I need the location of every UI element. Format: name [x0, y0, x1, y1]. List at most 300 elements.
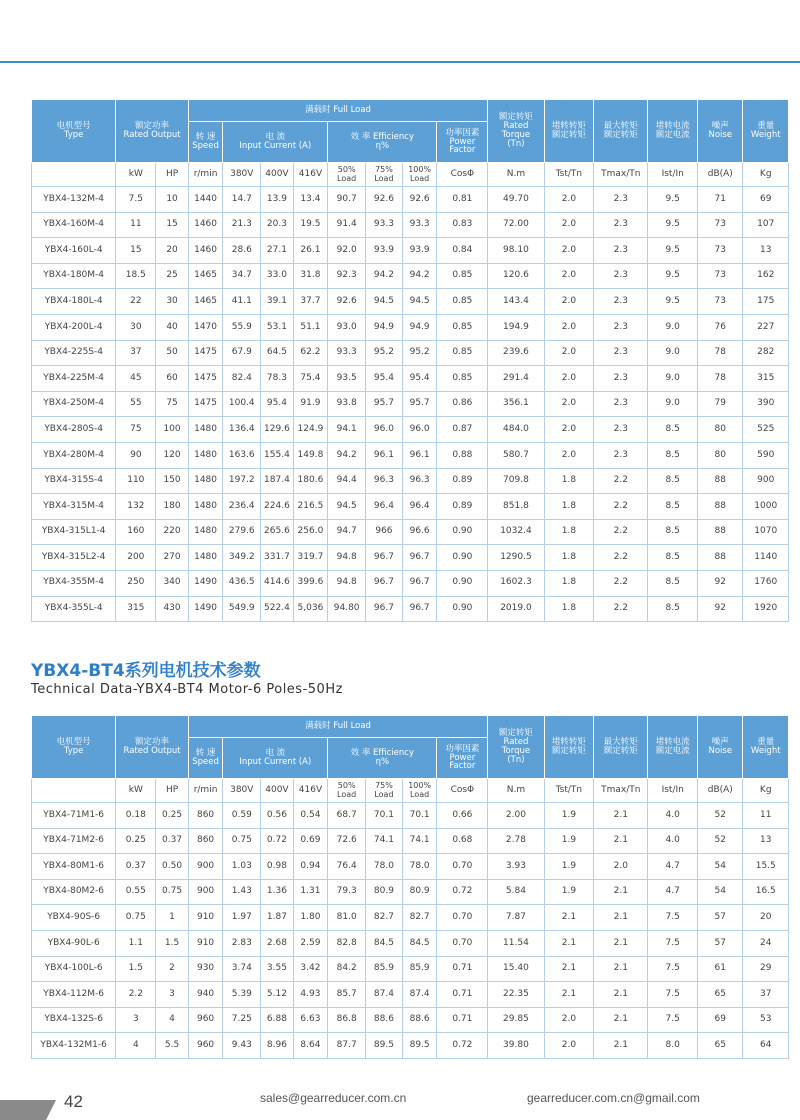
- unit-cell: 100% Load: [402, 163, 437, 187]
- unit-cell: 100% Load: [402, 779, 437, 803]
- table-cell: 2.2: [594, 570, 648, 596]
- table-cell: 89.5: [402, 1033, 437, 1059]
- table-cell: 78: [698, 340, 743, 366]
- table-cell: 155.4: [261, 442, 293, 468]
- table-cell: 54: [698, 879, 743, 905]
- table-cell: 73: [698, 263, 743, 289]
- table-cell: 580.7: [488, 442, 544, 468]
- table-cell: 522.4: [261, 596, 293, 622]
- table-cell: 2.0: [544, 314, 594, 340]
- table-cell: 93.9: [366, 238, 403, 264]
- table-cell: 8.0: [648, 1033, 698, 1059]
- table-cell: 0.68: [437, 828, 488, 854]
- table-cell: 180.6: [293, 468, 328, 494]
- table-cell: 65: [698, 982, 743, 1008]
- table-cell: 590: [743, 442, 789, 468]
- unit-cell: Tst/Tn: [544, 163, 594, 187]
- motor-type-cell: YBX4-225M-4: [32, 366, 116, 392]
- table-cell: 484.0: [488, 417, 544, 443]
- table1-body: [32, 187, 789, 622]
- table-cell: 2.1: [544, 930, 594, 956]
- table-cell: 74.1: [402, 828, 437, 854]
- table-cell: 8.5: [648, 570, 698, 596]
- motor-type-cell: YBX4-355M-4: [32, 570, 116, 596]
- table-cell: 2.0: [544, 238, 594, 264]
- table-cell: 1490: [188, 596, 223, 622]
- table-cell: 2.0: [544, 289, 594, 315]
- table-cell: 270: [156, 545, 188, 571]
- table-row: [32, 187, 789, 213]
- table-cell: 96.0: [402, 417, 437, 443]
- table-cell: 525: [743, 417, 789, 443]
- table-cell: 94.7: [328, 519, 366, 545]
- table-cell: 8.64: [293, 1033, 328, 1059]
- table-cell: 2.0: [544, 187, 594, 213]
- table-cell: 5,036: [293, 596, 328, 622]
- table-cell: 356.1: [488, 391, 544, 417]
- table-cell: 88: [698, 494, 743, 520]
- table-cell: 69: [743, 187, 789, 213]
- table-cell: 1.8: [544, 519, 594, 545]
- table-cell: 2.1: [594, 905, 648, 931]
- table-cell: 197.2: [223, 468, 261, 494]
- table-cell: 92.3: [328, 263, 366, 289]
- table-cell: 94.9: [402, 314, 437, 340]
- table-cell: 0.98: [261, 854, 293, 880]
- table-cell: 2.0: [544, 340, 594, 366]
- table-row: [32, 545, 789, 571]
- unit-cell: 400V: [261, 163, 293, 187]
- table-cell: 76: [698, 314, 743, 340]
- motor-type-cell: YBX4-132M1-6: [32, 1033, 116, 1059]
- table-cell: 430: [156, 596, 188, 622]
- table-cell: 0.37: [156, 828, 188, 854]
- header-tst: 堵转转矩 额定转矩: [544, 716, 594, 779]
- footer-email[interactable]: sales@gearreducer.com.cn: [260, 1091, 407, 1105]
- table-cell: 150: [156, 468, 188, 494]
- table-cell: 30: [156, 289, 188, 315]
- table-cell: 0.72: [437, 1033, 488, 1059]
- table-cell: 0.85: [437, 289, 488, 315]
- table-cell: 80.9: [366, 879, 403, 905]
- table-cell: 851.8: [488, 494, 544, 520]
- table-cell: 88.6: [366, 1007, 403, 1033]
- table-cell: 61: [698, 956, 743, 982]
- table-cell: 64: [743, 1033, 789, 1059]
- unit-cell: 75% Load: [366, 779, 403, 803]
- table-cell: 87.7: [328, 1033, 366, 1059]
- header-ist: 堵转电流 额定电流: [648, 100, 698, 163]
- table-cell: 4.0: [648, 803, 698, 829]
- table-cell: 82.8: [328, 930, 366, 956]
- table-cell: 51.1: [293, 314, 328, 340]
- table-cell: 282: [743, 340, 789, 366]
- table-cell: 236.4: [223, 494, 261, 520]
- unit-cell: N.m: [488, 779, 544, 803]
- table-row: [32, 930, 789, 956]
- table-cell: 9.0: [648, 366, 698, 392]
- table-cell: 22: [116, 289, 156, 315]
- table-cell: 26.1: [293, 238, 328, 264]
- table-cell: 75: [156, 391, 188, 417]
- table-cell: 0.71: [437, 982, 488, 1008]
- motor-type-cell: YBX4-100L-6: [32, 956, 116, 982]
- motor-type-cell: YBX4-132M-4: [32, 187, 116, 213]
- table-row: [32, 468, 789, 494]
- table-cell: 1.8: [544, 468, 594, 494]
- table-cell: 14.7: [223, 187, 261, 213]
- table-cell: 73: [698, 289, 743, 315]
- table-row: [32, 854, 789, 880]
- table-cell: 15.5: [743, 854, 789, 880]
- table-cell: 84.5: [402, 930, 437, 956]
- header-ist: 堵转电流 额定电流: [648, 716, 698, 779]
- table-cell: 20: [156, 238, 188, 264]
- unit-cell: 400V: [261, 779, 293, 803]
- unit-cell: CosΦ: [437, 163, 488, 187]
- unit-cell: 50% Load: [328, 163, 366, 187]
- table-cell: 86.8: [328, 1007, 366, 1033]
- unit-cell: 416V: [293, 779, 328, 803]
- table-cell: 2.3: [594, 340, 648, 366]
- table-cell: 1.9: [544, 879, 594, 905]
- table-cell: 2.83: [223, 930, 261, 956]
- table-cell: 82.4: [223, 366, 261, 392]
- table-cell: 120.6: [488, 263, 544, 289]
- table-cell: 9.0: [648, 314, 698, 340]
- unit-cell: Kg: [743, 163, 789, 187]
- table-cell: 340: [156, 570, 188, 596]
- table-cell: 87.4: [366, 982, 403, 1008]
- table-cell: 55: [116, 391, 156, 417]
- table-cell: 132: [116, 494, 156, 520]
- table-cell: 15.40: [488, 956, 544, 982]
- table-cell: 436.5: [223, 570, 261, 596]
- table-cell: 9.43: [223, 1033, 261, 1059]
- table-cell: 2.1: [594, 803, 648, 829]
- table-cell: 64.5: [261, 340, 293, 366]
- motor-type-cell: YBX4-71M1-6: [32, 803, 116, 829]
- header-tst: 堵转转矩 额定转矩: [544, 100, 594, 163]
- table-cell: 20.3: [261, 212, 293, 238]
- table-row: [32, 803, 789, 829]
- table-cell: 2.0: [544, 212, 594, 238]
- table-cell: 8.5: [648, 519, 698, 545]
- table-cell: 16.5: [743, 879, 789, 905]
- table-cell: 0.66: [437, 803, 488, 829]
- table-row: [32, 391, 789, 417]
- table-cell: 85.7: [328, 982, 366, 1008]
- table-cell: 4.93: [293, 982, 328, 1008]
- table-cell: 1480: [188, 468, 223, 494]
- unit-cell: Tst/Tn: [544, 779, 594, 803]
- header-fullload: 满载时 Full Load: [188, 100, 488, 122]
- table-cell: 0.86: [437, 391, 488, 417]
- table-cell: 92.0: [328, 238, 366, 264]
- table-cell: 0.71: [437, 956, 488, 982]
- table-row: [32, 442, 789, 468]
- table-cell: 2.3: [594, 391, 648, 417]
- table-cell: 52: [698, 828, 743, 854]
- table-cell: 1465: [188, 263, 223, 289]
- table-cell: 9.0: [648, 391, 698, 417]
- table-cell: 136.4: [223, 417, 261, 443]
- table-cell: 180: [156, 494, 188, 520]
- table-cell: 37: [743, 982, 789, 1008]
- table-cell: 0.70: [437, 930, 488, 956]
- table-cell: 0.94: [293, 854, 328, 880]
- table-cell: 2.2: [594, 596, 648, 622]
- table-cell: 11: [743, 803, 789, 829]
- table-cell: 1480: [188, 494, 223, 520]
- table-cell: 399.6: [293, 570, 328, 596]
- table-cell: 107: [743, 212, 789, 238]
- table-cell: 4.0: [648, 828, 698, 854]
- table-cell: 0.70: [437, 905, 488, 931]
- table-cell: 71: [698, 187, 743, 213]
- table-cell: 0.83: [437, 212, 488, 238]
- table-cell: 0.75: [156, 879, 188, 905]
- section-title-en: Technical Data-YBX4-BT4 Motor-6 Poles-50Hz: [31, 682, 343, 697]
- table-cell: 390: [743, 391, 789, 417]
- table-cell: 10: [156, 187, 188, 213]
- table-cell: 910: [188, 905, 223, 931]
- motor-type-cell: YBX4-180M-4: [32, 263, 116, 289]
- table-cell: 69: [698, 1007, 743, 1033]
- table-cell: 2.59: [293, 930, 328, 956]
- table-cell: 7.25: [223, 1007, 261, 1033]
- motor-type-cell: YBX4-80M1-6: [32, 854, 116, 880]
- table-cell: 2.0: [544, 391, 594, 417]
- header-fullload: 满载时 Full Load: [188, 716, 488, 738]
- header-output: 额定功率 Rated Output: [116, 716, 188, 779]
- table-cell: 96.7: [402, 570, 437, 596]
- table-cell: 85.9: [366, 956, 403, 982]
- table-cell: 88.6: [402, 1007, 437, 1033]
- table-cell: 1.9: [544, 828, 594, 854]
- table-cell: 96.4: [366, 494, 403, 520]
- table-cell: 0.75: [223, 828, 261, 854]
- table-cell: 65: [698, 1033, 743, 1059]
- footer-email-secondary[interactable]: gearreducer.com.cn@gmail.com: [527, 1091, 700, 1105]
- table-cell: 3.74: [223, 956, 261, 982]
- table-cell: 960: [188, 1033, 223, 1059]
- table-cell: 2.3: [594, 366, 648, 392]
- table-cell: 8.96: [261, 1033, 293, 1059]
- table-cell: 13.9: [261, 187, 293, 213]
- table-cell: 120: [156, 442, 188, 468]
- table-cell: 50: [156, 340, 188, 366]
- table-cell: 0.37: [116, 854, 156, 880]
- unit-cell: 380V: [223, 779, 261, 803]
- table-cell: 319.7: [293, 545, 328, 571]
- table-cell: 93.9: [402, 238, 437, 264]
- table-cell: 8.5: [648, 545, 698, 571]
- table-cell: 0.85: [437, 340, 488, 366]
- table-cell: 19.5: [293, 212, 328, 238]
- table-cell: 200: [116, 545, 156, 571]
- table-cell: 37: [116, 340, 156, 366]
- table-cell: 22.35: [488, 982, 544, 1008]
- table-cell: 94.5: [328, 494, 366, 520]
- table-cell: 94.2: [366, 263, 403, 289]
- spec-table-6pole: [31, 715, 789, 1059]
- table-cell: 88: [698, 519, 743, 545]
- table-cell: 2.0: [544, 417, 594, 443]
- table-cell: 1032.4: [488, 519, 544, 545]
- header-current: 电 流 Input Current (A): [223, 122, 328, 163]
- unit-cell: 416V: [293, 163, 328, 187]
- table-cell: 7.5: [648, 905, 698, 931]
- table-cell: 94.9: [366, 314, 403, 340]
- table-cell: 2.3: [594, 212, 648, 238]
- table-cell: 0.72: [437, 879, 488, 905]
- motor-type-cell: YBX4-90S-6: [32, 905, 116, 931]
- table-cell: 25: [156, 263, 188, 289]
- table-cell: 93.5: [328, 366, 366, 392]
- table-cell: 1140: [743, 545, 789, 571]
- table-cell: 2: [156, 956, 188, 982]
- header-current: 电 流 Input Current (A): [223, 738, 328, 779]
- table-cell: 89.5: [366, 1033, 403, 1059]
- table-cell: 74.1: [366, 828, 403, 854]
- table-cell: 1.8: [544, 545, 594, 571]
- table-cell: 1.8: [544, 596, 594, 622]
- table-cell: 960: [188, 1007, 223, 1033]
- table-cell: 1490: [188, 570, 223, 596]
- table-cell: 92: [698, 596, 743, 622]
- table-cell: 68.7: [328, 803, 366, 829]
- table-cell: 39.80: [488, 1033, 544, 1059]
- table-cell: 80.9: [402, 879, 437, 905]
- page-corner-decoration: [0, 1086, 56, 1120]
- motor-type-cell: YBX4-315S-4: [32, 468, 116, 494]
- table-cell: 0.85: [437, 263, 488, 289]
- table-row: [32, 263, 789, 289]
- table-cell: 1480: [188, 442, 223, 468]
- table-cell: 60: [156, 366, 188, 392]
- table-cell: 1000: [743, 494, 789, 520]
- header-noise: 噪声 Noise: [698, 716, 743, 779]
- table-row: [32, 1033, 789, 1059]
- unit-cell: CosΦ: [437, 779, 488, 803]
- table-cell: 73: [698, 212, 743, 238]
- table-cell: 11: [116, 212, 156, 238]
- table-cell: 13.4: [293, 187, 328, 213]
- table-cell: 8.5: [648, 494, 698, 520]
- table-cell: 94.1: [328, 417, 366, 443]
- table-cell: 100.4: [223, 391, 261, 417]
- unit-cell: kW: [116, 779, 156, 803]
- table-cell: 2.0: [544, 1033, 594, 1059]
- table-row: [32, 1007, 789, 1033]
- table-row: [32, 494, 789, 520]
- table-cell: 1480: [188, 545, 223, 571]
- table-cell: 9.5: [648, 263, 698, 289]
- table-cell: 1480: [188, 417, 223, 443]
- table-cell: 76.4: [328, 854, 366, 880]
- table-cell: 0.75: [116, 905, 156, 931]
- table-cell: 124.9: [293, 417, 328, 443]
- table-cell: 3.93: [488, 854, 544, 880]
- table-cell: 45: [116, 366, 156, 392]
- header-type: 电机型号 Type: [32, 100, 116, 163]
- table-cell: 7.5: [648, 930, 698, 956]
- table-cell: 33.0: [261, 263, 293, 289]
- table-cell: 93.8: [328, 391, 366, 417]
- table-cell: 94.4: [328, 468, 366, 494]
- table-cell: 95.2: [402, 340, 437, 366]
- table-cell: 149.8: [293, 442, 328, 468]
- table-cell: 2.1: [594, 879, 648, 905]
- table-row: [32, 212, 789, 238]
- table-cell: 2.3: [594, 289, 648, 315]
- table-cell: 75: [116, 417, 156, 443]
- table-cell: 250: [116, 570, 156, 596]
- table-cell: 0.72: [261, 828, 293, 854]
- table-cell: 8.5: [648, 417, 698, 443]
- table-cell: 4: [116, 1033, 156, 1059]
- table-cell: 0.85: [437, 314, 488, 340]
- table-cell: 1.31: [293, 879, 328, 905]
- table-cell: 79.3: [328, 879, 366, 905]
- table-row: [32, 519, 789, 545]
- header-efficiency: 效 率 Efficiency η%: [328, 738, 437, 779]
- table-cell: 27.1: [261, 238, 293, 264]
- table-cell: 2.0: [544, 442, 594, 468]
- table-cell: 41.1: [223, 289, 261, 315]
- motor-type-cell: YBX4-160L-4: [32, 238, 116, 264]
- table-cell: 3.42: [293, 956, 328, 982]
- table-row: [32, 596, 789, 622]
- table-cell: 0.89: [437, 494, 488, 520]
- table-cell: 162: [743, 263, 789, 289]
- table-cell: 414.6: [261, 570, 293, 596]
- table-cell: 53.1: [261, 314, 293, 340]
- table-cell: 93.3: [328, 340, 366, 366]
- table-cell: 1: [156, 905, 188, 931]
- table-cell: 29: [743, 956, 789, 982]
- table-cell: 2.1: [594, 1033, 648, 1059]
- table-cell: 3: [156, 982, 188, 1008]
- table-cell: 900: [188, 854, 223, 880]
- table-cell: 6.88: [261, 1007, 293, 1033]
- table-cell: 13: [743, 238, 789, 264]
- unit-cell: 380V: [223, 163, 261, 187]
- table-cell: 95.4: [366, 366, 403, 392]
- table-cell: 30: [116, 314, 156, 340]
- units-row: [32, 779, 789, 803]
- table-cell: 1070: [743, 519, 789, 545]
- table-cell: 315: [116, 596, 156, 622]
- table-cell: 315: [743, 366, 789, 392]
- header-tmax: 最大转矩 额定转矩: [594, 100, 648, 163]
- table-cell: 239.6: [488, 340, 544, 366]
- table-cell: 0.90: [437, 570, 488, 596]
- table-cell: 1465: [188, 289, 223, 315]
- table-cell: 2.1: [594, 982, 648, 1008]
- table-cell: 1440: [188, 187, 223, 213]
- table-cell: 96.6: [402, 519, 437, 545]
- motor-type-cell: YBX4-280S-4: [32, 417, 116, 443]
- table-cell: 1.36: [261, 879, 293, 905]
- table-cell: 91.9: [293, 391, 328, 417]
- header-speed: 转 速 Speed: [188, 738, 223, 779]
- table-row: [32, 570, 789, 596]
- table-cell: 84.2: [328, 956, 366, 982]
- table-row: [32, 366, 789, 392]
- table-cell: 94.8: [328, 545, 366, 571]
